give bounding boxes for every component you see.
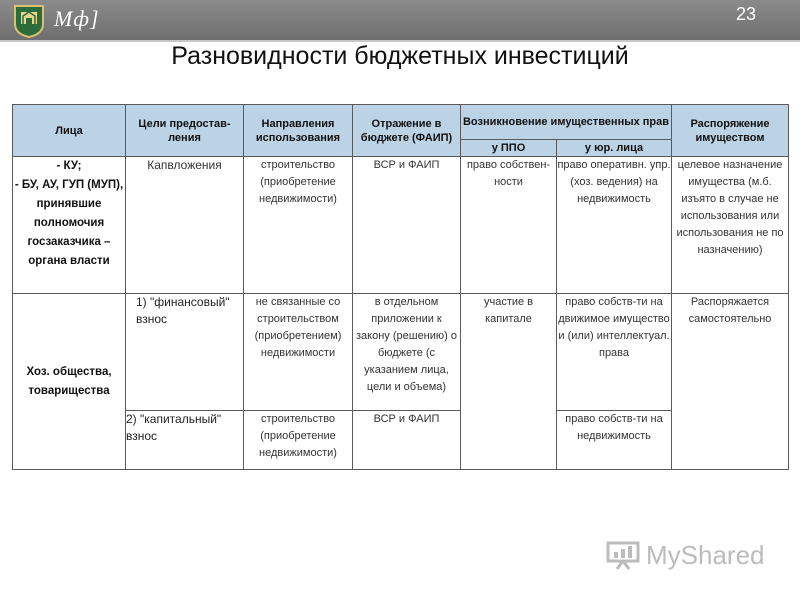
header-directions: Направления использования xyxy=(244,105,353,157)
header-budget: Отражение в бюджете (ФАИП) xyxy=(353,105,461,157)
page-number: 23 xyxy=(735,4,756,24)
row1-rights-legal: право оперативн. упр. (хоз. ведения) на недвижимость xyxy=(557,157,672,294)
row2-persons: Хоз. общества, товарищества xyxy=(13,294,126,470)
row3-goals: 2) "капитальный" взнос xyxy=(126,411,244,470)
row2-rights-legal: право собств-ти на движимое имущество и (или) интеллектуал. права xyxy=(557,294,672,411)
watermark-text: MyShared xyxy=(646,540,765,570)
row2-directions: не связанные со строительством (приобретением) недвижимости xyxy=(244,294,353,411)
row1-directions: строительство (приобретение недвижимости) xyxy=(244,157,353,294)
investments-table xyxy=(12,104,789,470)
table-row xyxy=(13,157,789,294)
row1-goals: Капвложения xyxy=(126,157,244,294)
header-goals: Цели предостав-ления xyxy=(126,105,244,157)
slide-title: Разновидности бюджетных инвестиций xyxy=(171,42,629,70)
row3-rights-legal: право собств-ти на недвижимость xyxy=(557,411,672,470)
row2-rights-ppo: участие в капитале xyxy=(461,294,557,470)
table-row xyxy=(13,294,789,411)
header-row xyxy=(13,105,789,140)
logo-text: Мф] xyxy=(54,6,100,31)
row2-budget: в отдельном приложении к закону (решению) о бюджете (с указанием лица, цели и объема) xyxy=(353,294,461,411)
emblem-logo-icon xyxy=(12,2,46,38)
row1-persons: - КУ; - БУ, АУ, ГУП (МУП), принявшие полномочия госзаказчика – органа власти xyxy=(13,157,126,294)
header-rights: Возникновение имущественных прав xyxy=(461,105,672,140)
row3-budget: ВСР и ФАИП xyxy=(353,411,461,470)
row1-rights-ppo: право собствен-ности xyxy=(461,157,557,294)
row2-disposal: Распоряжается самостоятельно xyxy=(672,294,789,470)
header-disposal: Распоряжение имуществом xyxy=(672,105,789,157)
row2-goals: 1) "финансовый" взнос xyxy=(126,294,244,411)
header-persons: Лица xyxy=(13,105,126,157)
header-rights-ppo: у ППО xyxy=(461,140,557,157)
row1-budget: ВСР и ФАИП xyxy=(353,157,461,294)
row1-disposal: целевое назначение имущества (м.б. изъято в случае не использования или использования не по назначению) xyxy=(672,157,789,294)
presentation-board-icon xyxy=(606,540,640,570)
top-bar xyxy=(0,0,800,40)
header-rights-legal: у юр. лица xyxy=(557,140,672,157)
row3-directions: строительство (приобретение недвижимости) xyxy=(244,411,353,470)
